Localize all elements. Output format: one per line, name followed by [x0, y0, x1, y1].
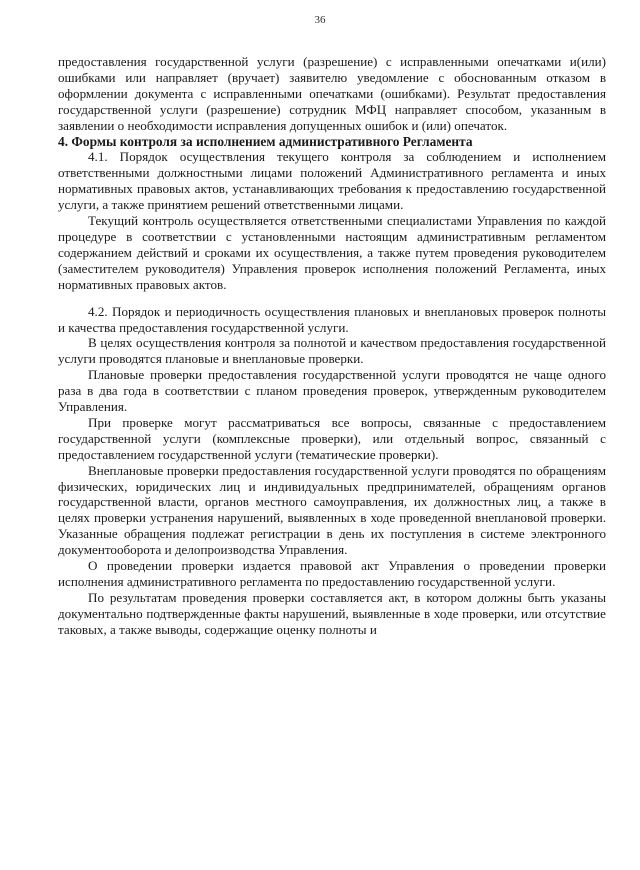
paragraph-check-results: По результатам проведения проверки составляется акт, в котором должны быть указаны документально подтвержденные факты нарушений, выявленные в ходе проверки, или отсутствие таковых, а также выводы, содержащие оценку полноты и	[58, 589, 606, 637]
section-heading: 4. Формы контроля за исполнением административного Регламента	[58, 133, 473, 149]
paragraph-4-2: 4.2. Порядок и периодичность осуществления плановых и внеплановых проверок полноты и качества предоставления государственной услуги.	[58, 303, 606, 335]
paragraph-legal-act: О проведении проверки издается правовой акт Управления о проведении проверки исполнения административного регламента по предоставлению государственной услуги.	[58, 558, 606, 589]
page-number: 36	[314, 14, 326, 26]
paragraph-control-purpose: В целях осуществления контроля за полнотой и качеством предоставления государственной услуги проводятся плановые и внеплановые проверки.	[58, 335, 606, 367]
paragraph-current-control: Текущий контроль осуществляется ответственными специалистами Управления по каждой процедуре в соответствии с установленными настоящим административным регламентом содержанием действий и сроками их осуществления, а также путем проведения руководителем (заместителем руководителя) Управления проверок исполнения положений Регламента, иных нормативных правовых актов.	[58, 213, 606, 292]
intro-paragraph: предоставления государственной услуги (разрешение) с исправленными опечатками и(или) ошибками или направляет (вручает) заявителю уведомление с обоснованным отказом в оформлении документа с исправленными опечатками (ошибками). Результат предоставления государственной услуги (разрешение) сотрудник МФЦ направляет способом, указанным в заявлении о необходимости исправления допущенных ошибок и (или) опечаток.	[58, 54, 606, 133]
paragraph-check-scope: При проверке могут рассматриваться все вопросы, связанные с предоставлением государственной услуги (комплексные проверки), или отдельный вопрос, связанный с предоставлением государственной услуги (тематические проверки).	[58, 414, 606, 462]
paragraph-planned-checks: Плановые проверки предоставления государственной услуги проводятся не чаще одного раза в два года в соответствии с планом проведения проверок, утвержденным руководителем Управления.	[58, 367, 606, 415]
paragraph-unplanned-checks: Внеплановые проверки предоставления государственной услуги проводятся по обращениям физических, юридических лиц и индивидуальных предпринимателей, обращениям органов государственной власти, органов местного самоуправления, их должностных лиц, а также в целях проверки устранения нарушений, выявленных в ходе проведенной внеплановой проверки. Указанные обращения подлежат регистрации в день их поступления в системе электронного документооборота и делопроизводства Управления.	[58, 462, 606, 558]
document-body	[58, 54, 606, 638]
paragraph-4-1: 4.1. Порядок осуществления текущего контроля за соблюдением и исполнением ответственными должностными лицами положений Административного регламента и иных нормативных правовых актов, устанавливающих требования к предоставлению государственной услуги, а также принятием решений ответственными лицами.	[58, 149, 606, 213]
